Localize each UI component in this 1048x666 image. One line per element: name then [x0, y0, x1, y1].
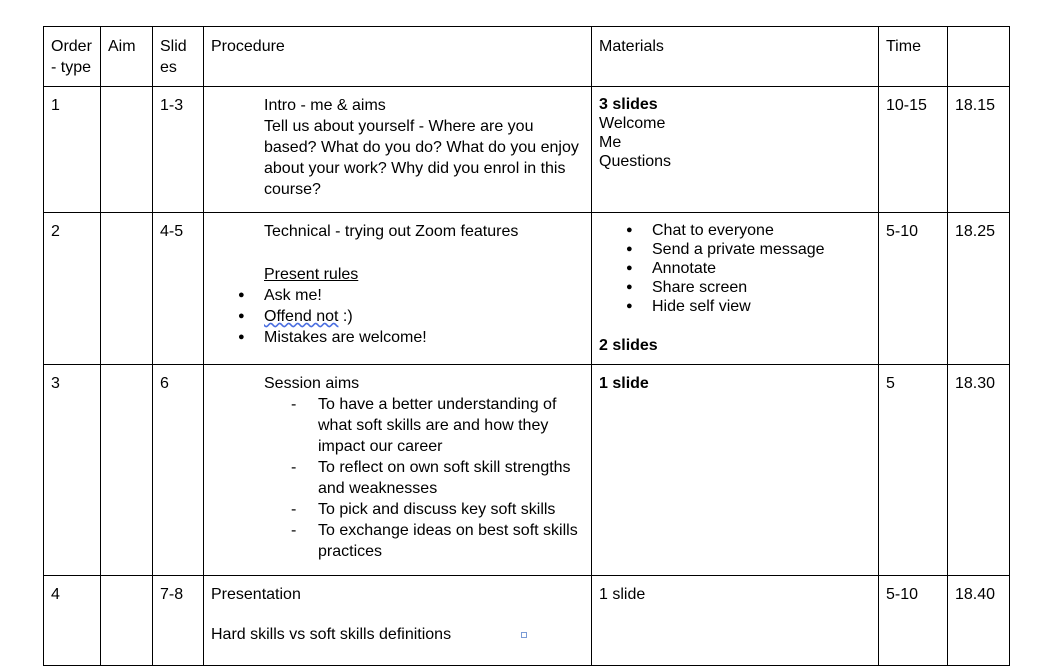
materials-line: Questions: [599, 153, 672, 170]
list-item: - To have a better understanding of what soft skills are and how they impact our career: [211, 394, 584, 457]
table-row: [44, 576, 1010, 666]
cell-procedure[interactable]: [204, 87, 592, 213]
procedure-title: Intro - me & aims: [264, 97, 386, 114]
table-row: [44, 87, 1010, 213]
cell-aim[interactable]: [101, 213, 153, 365]
materials-heading: 3 slides: [599, 96, 658, 113]
header-slides[interactable]: Slid es: [153, 27, 204, 87]
procedure-title: Technical - trying out Zoom features: [264, 223, 519, 240]
session-aims-list: [211, 394, 584, 562]
procedure-subheading: Present rules: [264, 266, 359, 283]
list-item: ● Annotate: [599, 259, 871, 278]
header-materials[interactable]: Materials: [592, 27, 879, 87]
cell-slides[interactable]: 1-3: [153, 87, 204, 213]
list-item: ● Send a private message: [599, 240, 871, 259]
cell-clock[interactable]: 18.30: [948, 365, 1010, 576]
materials-line: Welcome: [599, 115, 666, 132]
procedure-text: Tell us about yourself - Where are you based? What do you do? What do you enjoy about your work? Why did you enrol in this course?: [264, 118, 579, 198]
procedure-text: Hard skills vs soft skills definitions: [211, 626, 452, 643]
materials-footer: 2 slides: [599, 337, 658, 354]
cell-materials[interactable]: [592, 365, 879, 576]
spacer: [211, 242, 584, 264]
cell-slides[interactable]: 4-5: [153, 213, 204, 365]
cell-clock[interactable]: 18.15: [948, 87, 1010, 213]
text-cursor-anchor-icon: [521, 632, 527, 638]
materials-line: Me: [599, 134, 622, 151]
cell-procedure[interactable]: [204, 365, 592, 576]
cell-time[interactable]: 5-10: [879, 213, 948, 365]
cell-order[interactable]: 4: [44, 576, 101, 666]
header-procedure[interactable]: Procedure: [204, 27, 592, 87]
header-row: [44, 27, 1010, 87]
spacer: [211, 605, 584, 624]
list-item: - To pick and discuss key soft skills: [211, 499, 584, 520]
list-item: ● Ask me!: [211, 285, 584, 306]
procedure-title: Session aims: [264, 375, 360, 392]
list-item: [211, 306, 584, 327]
cell-materials[interactable]: [592, 213, 879, 365]
list-item: ● Mistakes are welcome!: [211, 327, 584, 348]
header-aim[interactable]: Aim: [101, 27, 153, 87]
table-row: [44, 365, 1010, 576]
cell-order[interactable]: 2: [44, 213, 101, 365]
header-order-type[interactable]: Order - type: [44, 27, 101, 87]
lesson-plan-table: [43, 26, 1010, 666]
header-clock[interactable]: [948, 27, 1010, 87]
cell-materials[interactable]: 1 slide: [592, 576, 879, 666]
cell-time[interactable]: 10-15: [879, 87, 948, 213]
procedure-title: Presentation: [211, 586, 301, 603]
cell-time[interactable]: 5: [879, 365, 948, 576]
cell-aim[interactable]: [101, 87, 153, 213]
header-time[interactable]: Time: [879, 27, 948, 87]
cell-slides[interactable]: 7-8: [153, 576, 204, 666]
rules-list: [211, 285, 584, 348]
cell-order[interactable]: 1: [44, 87, 101, 213]
emoticon-text: :): [338, 308, 353, 325]
list-item: ● Share screen: [599, 278, 871, 297]
cell-aim[interactable]: [101, 365, 153, 576]
cell-order[interactable]: 3: [44, 365, 101, 576]
list-item: - To exchange ideas on best soft skills practices: [211, 520, 584, 562]
spacer: [599, 316, 871, 335]
cell-materials[interactable]: [592, 87, 879, 213]
list-item: - To reflect on own soft skill strengths and weaknesses: [211, 457, 584, 499]
cell-aim[interactable]: [101, 576, 153, 666]
spellcheck-flagged-text[interactable]: Offend not: [264, 308, 339, 325]
list-item: ● Hide self view: [599, 297, 871, 316]
cell-clock[interactable]: 18.25: [948, 213, 1010, 365]
zoom-features-list: [599, 221, 871, 316]
cell-procedure[interactable]: [204, 576, 592, 666]
cell-procedure[interactable]: [204, 213, 592, 365]
materials-heading: 1 slide: [599, 375, 649, 392]
list-item: ● Chat to everyone: [599, 221, 871, 240]
cell-slides[interactable]: 6: [153, 365, 204, 576]
cell-clock[interactable]: 18.40: [948, 576, 1010, 666]
cell-time[interactable]: 5-10: [879, 576, 948, 666]
table-row: [44, 213, 1010, 365]
